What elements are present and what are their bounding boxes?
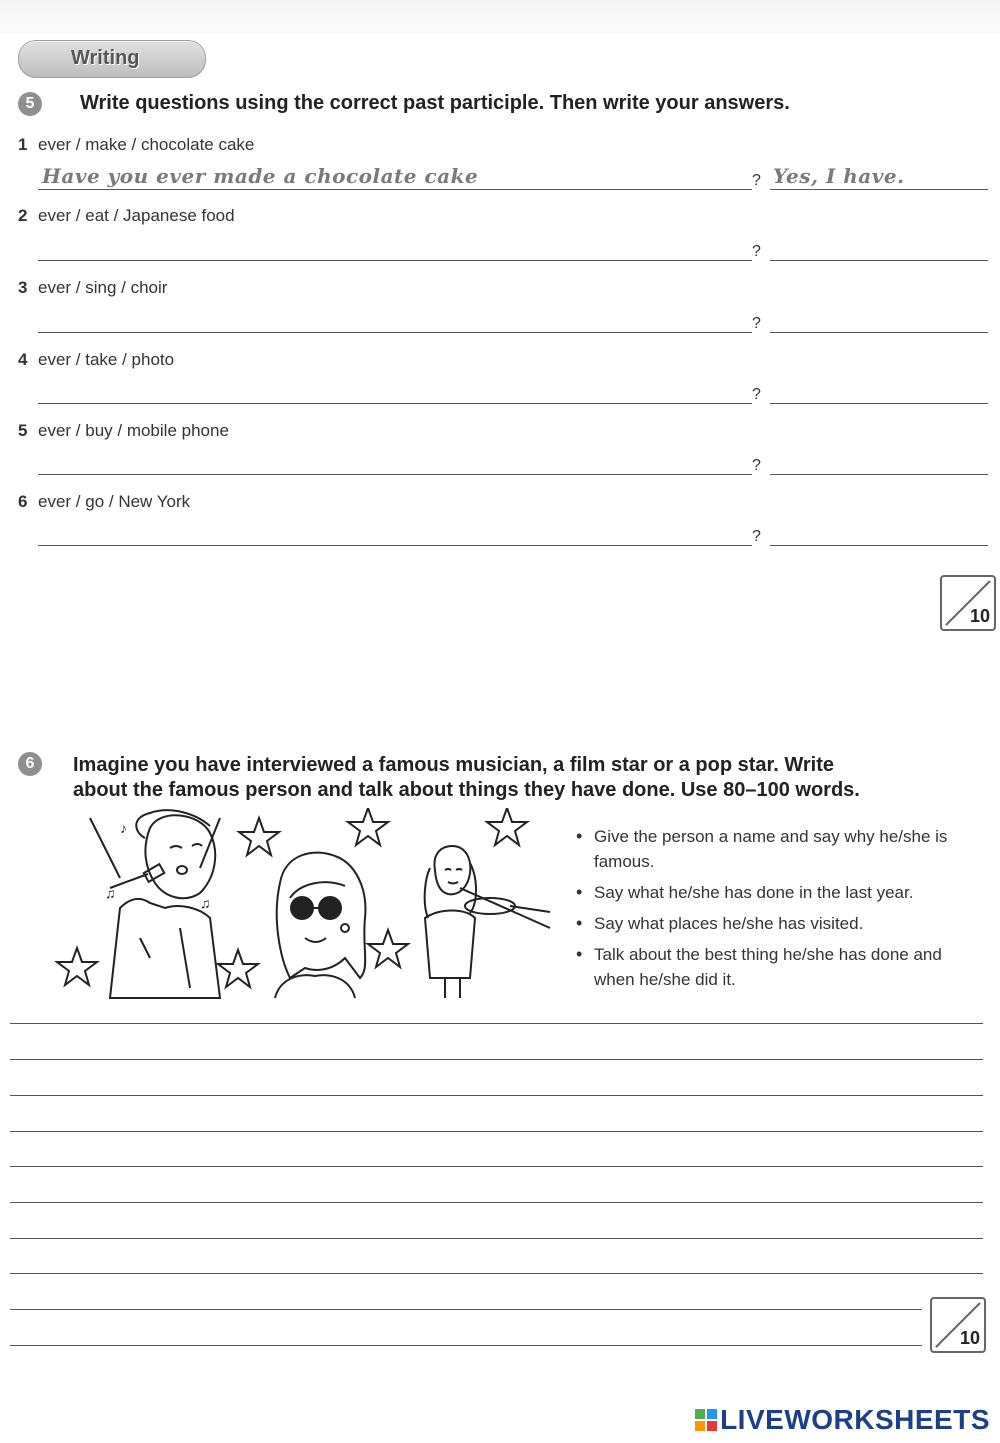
writing-line[interactable]: [10, 1273, 983, 1274]
answer-input-3[interactable]: [770, 332, 988, 333]
violinist-figure: [425, 846, 550, 998]
writing-line[interactable]: [10, 1238, 983, 1239]
exercise-6-score-box: [930, 1297, 986, 1353]
prompt-5: 5 ever / buy / mobile phone: [18, 421, 229, 440]
exercise-6-instruction-line2: about the famous person and talk about things they have done. Use 80–100 words.: [73, 779, 860, 801]
question-mark-6: ?: [752, 528, 761, 545]
liveworksheets-logo-icon: [695, 1409, 717, 1431]
question-input-4[interactable]: [38, 403, 752, 404]
singer-figure: [90, 810, 220, 998]
question-mark-5: ?: [752, 457, 761, 474]
guideline-item: • Talk about the best thing he/she has done and when he/she did it.: [576, 942, 986, 992]
prompt-1: 1 ever / make / chocolate cake: [18, 135, 255, 154]
question-mark-1: ?: [752, 172, 761, 189]
writing-line[interactable]: [10, 1095, 983, 1096]
prompt-2: 2 ever / eat / Japanese food: [18, 206, 235, 225]
writing-line[interactable]: [10, 1023, 983, 1024]
answer-input-6[interactable]: [770, 545, 988, 546]
question-line-1: [38, 189, 752, 190]
liveworksheets-brand: LIVEWORKSHEETS: [695, 1404, 990, 1436]
prompt-4: 4 ever / take / photo: [18, 350, 175, 369]
question-mark-3: ?: [752, 315, 761, 332]
film-star-figure: [275, 853, 365, 998]
answer-input-5[interactable]: [770, 474, 988, 475]
prompt-6: 6 ever / go / New York: [18, 492, 191, 511]
star-icon: [348, 808, 388, 845]
exercise-5-instruction: Write questions using the correct past participle. Then write your answers.: [80, 92, 790, 114]
star-icon: [368, 930, 408, 967]
question-input-3[interactable]: [38, 332, 752, 333]
question-input-6[interactable]: [38, 545, 752, 546]
question-mark-4: ?: [752, 386, 761, 403]
question-input-1[interactable]: Have you ever made a chocolate cake: [42, 164, 479, 188]
star-icon: [487, 808, 527, 845]
exercise-6-badge: 6: [18, 752, 42, 776]
exercise-5-badge: 5: [18, 92, 42, 116]
writing-line[interactable]: [10, 1202, 983, 1203]
famous-people-illustration: [50, 808, 560, 1000]
section-label-pill: [18, 40, 206, 78]
exercise-6-instruction-line1: Imagine you have interviewed a famous musician, a film star or a pop star. Write: [73, 754, 834, 776]
writing-line[interactable]: [10, 1345, 922, 1346]
guideline-item: • Say what he/she has done in the last year.: [576, 880, 986, 905]
prompt-3: 3 ever / sing / choir: [18, 278, 168, 297]
svg-text:♫: ♫: [200, 895, 211, 911]
answer-input-2[interactable]: [770, 260, 988, 261]
star-icon: [57, 948, 97, 985]
svg-text:♪: ♪: [120, 820, 127, 836]
svg-text:♫: ♫: [105, 885, 116, 901]
exercise-5-score-total: 10: [969, 606, 990, 626]
answer-input-1[interactable]: Yes, I have.: [773, 164, 905, 188]
guideline-item: • Say what places he/she has visited.: [576, 911, 986, 936]
exercise-6-score-total: 10: [959, 1328, 980, 1348]
answer-line-1: [770, 189, 988, 190]
star-icon: [239, 818, 279, 855]
writing-line[interactable]: [10, 1131, 983, 1132]
writing-line[interactable]: [10, 1309, 922, 1310]
star-icon: [218, 950, 258, 987]
exercise-5-score-box: [940, 575, 996, 631]
page-top-band: [0, 0, 1000, 34]
guideline-item: • Give the person a name and say why he/she is famous.: [576, 824, 986, 874]
answer-input-4[interactable]: [770, 403, 988, 404]
writing-line[interactable]: [10, 1059, 983, 1060]
question-mark-2: ?: [752, 243, 761, 260]
exercise-6-guidelines: [576, 824, 986, 998]
question-input-2[interactable]: [38, 260, 752, 261]
section-label: Writing: [71, 47, 140, 69]
writing-line[interactable]: [10, 1166, 983, 1167]
question-input-5[interactable]: [38, 474, 752, 475]
